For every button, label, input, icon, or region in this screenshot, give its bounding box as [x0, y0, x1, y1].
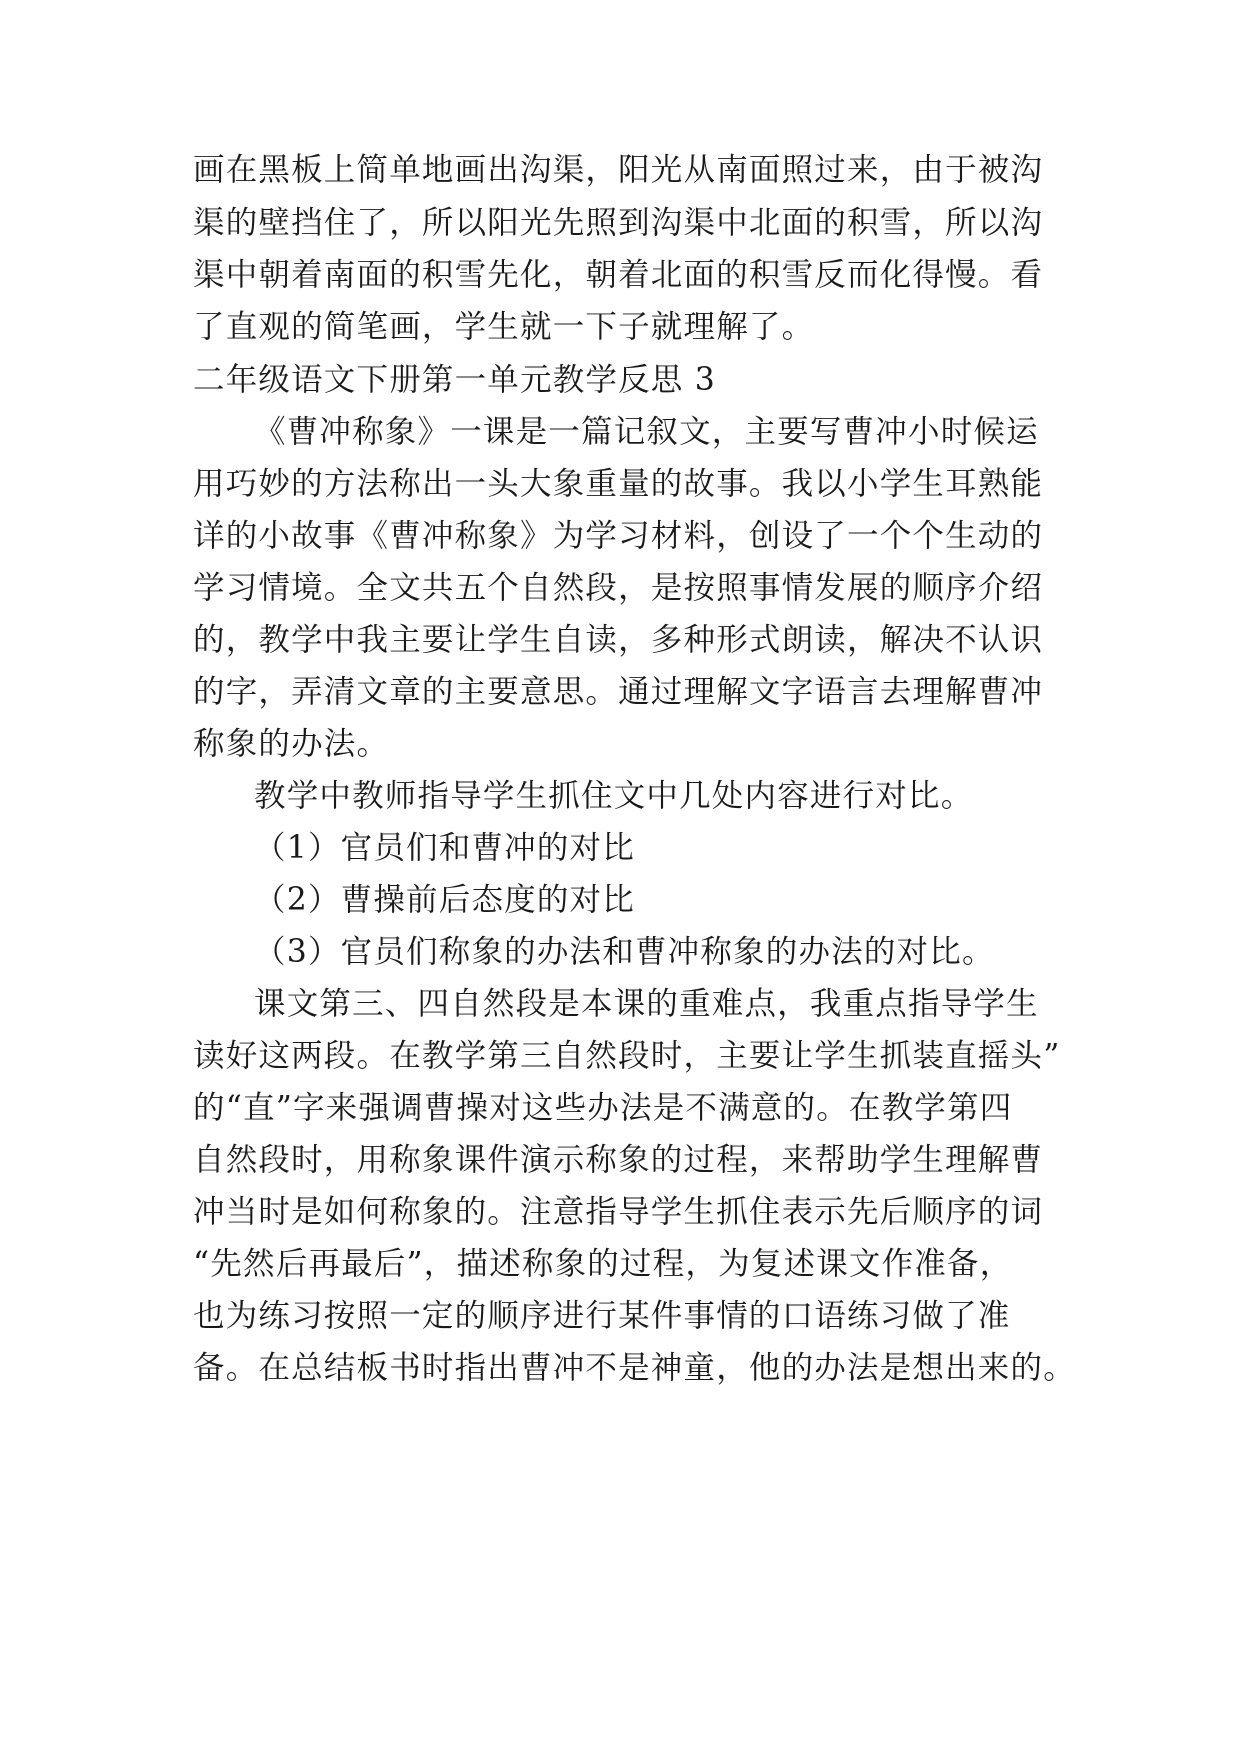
paragraph-line: 也为练习按照一定的顺序进行某件事情的口语练习做了准 — [193, 1298, 1011, 1334]
paragraph-line: 详的小故事《曹冲称象》为学习材料，创设了一个个生动的 — [193, 518, 1044, 554]
paragraph-line: 渠中朝着南面的积雪先化，朝着北面的积雪反而化得慢。看 — [193, 257, 1044, 293]
paragraph-line: 备。在总结板书时指出曹冲不是神童，他的办法是想出来的。 — [193, 1350, 1076, 1386]
list-item: （3）官员们称象的办法和曹冲称象的办法的对比。 — [254, 934, 995, 970]
paragraph-line: 用巧妙的方法称出一头大象重量的故事。我以小学生耳熟能 — [193, 466, 1044, 502]
paragraph-line: “先然后再最后”，描述称象的过程，为复述课文作准备， — [193, 1246, 1013, 1282]
paragraph-line: 课文第三、四自然段是本课的重难点，我重点指导学生 — [254, 986, 1039, 1022]
paragraph-line: 了直观的简笔画，学生就一下子就理解了。 — [193, 309, 815, 345]
paragraph-line: 读好这两段。在教学第三自然段时，主要让学生抓装直摇头” — [193, 1038, 1061, 1074]
paragraph-line: 的，教学中我主要让学生自读，多种形式朗读，解决不认识 — [193, 622, 1044, 658]
paragraph-line: 画在黑板上简单地画出沟渠，阳光从南面照过来，由于被沟 — [193, 152, 1044, 188]
paragraph-line: 渠的壁挡住了，所以阳光先照到沟渠中北面的积雪，所以沟 — [193, 205, 1044, 241]
paragraph-line: 教学中教师指导学生抓住文中几处内容进行对比。 — [254, 778, 974, 814]
paragraph-line: 冲当时是如何称象的。注意指导学生抓住表示先后顺序的词 — [193, 1194, 1044, 1230]
paragraph-line: 学习情境。全文共五个自然段，是按照事情发展的顺序介绍 — [193, 570, 1044, 606]
section-heading: 二年级语文下册第一单元教学反思 3 — [193, 362, 716, 398]
paragraph-line: 自然段时，用称象课件演示称象的过程，来帮助学生理解曹 — [193, 1142, 1044, 1178]
paragraph-line: 的字，弄清文章的主要意思。通过理解文字语言去理解曹冲 — [193, 674, 1044, 710]
paragraph-line: 的“直”字来强调曹操对这些办法是不满意的。在教学第四 — [193, 1090, 1013, 1126]
list-item: （2）曹操前后态度的对比 — [254, 882, 635, 918]
paragraph-line: 称象的办法。 — [193, 726, 390, 762]
paragraph-line: 《曹冲称象》一课是一篇记叙文，主要写曹冲小时候运 — [254, 414, 1039, 450]
list-item: （1）官员们和曹冲的对比 — [254, 830, 635, 866]
